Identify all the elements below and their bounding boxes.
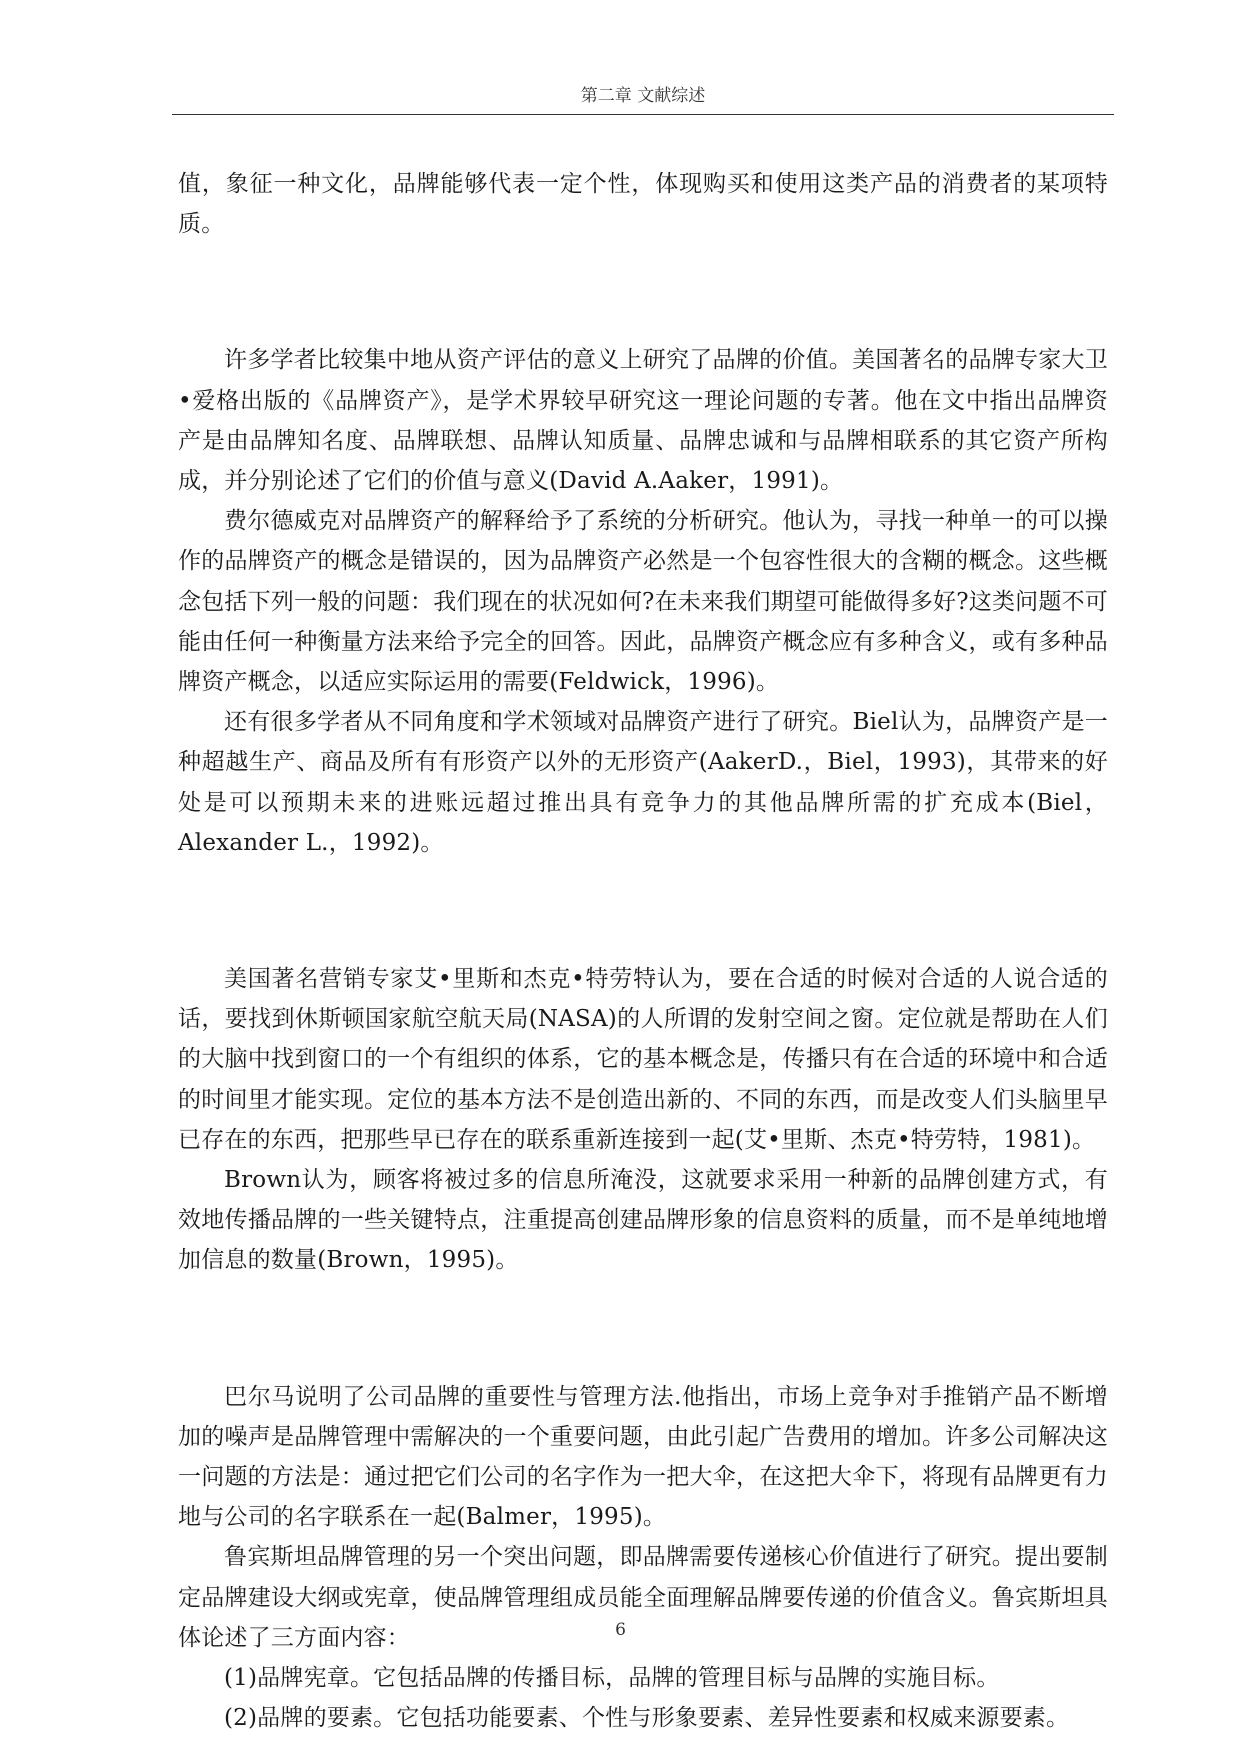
- list-item-charter: (1)品牌宪章。它包括品牌的传播目标，品牌的管理目标与品牌的实施目标。: [224, 1665, 1000, 1692]
- paragraph-aaker: 许多学者比较集中地从资产评估的意义上研究了品牌的价值。美国著名的品牌专家大卫•爱格出版的《品牌资产》，是学术界较早研究这一理论问题的专著。他在文中指出品牌资产是由品牌知名度、品牌联想、品牌认知质量、品牌忠诚和与品牌相联系的其它资产所构成，并分别论述了它们的价值与意义(David A.Aaker，1991)。: [178, 347, 1108, 495]
- list-item-elements: (2)品牌的要素。它包括功能要素、个性与形象要素、差异性要素和权威来源要素。: [224, 1705, 1070, 1732]
- body-text: [178, 164, 1108, 1739]
- section-gap: [178, 1281, 1108, 1377]
- paragraph-rubinstein: 鲁宾斯坦品牌管理的另一个突出问题，即品牌需要传递核心价值进行了研究。提出要制定品牌建设大纲或宪章，使品牌管理组成员能全面理解品牌要传递的价值含义。鲁宾斯坦具体论述了三方面内容：: [178, 1544, 1108, 1651]
- paragraph-balmer: 巴尔马说明了公司品牌的重要性与管理方法.他指出，市场上竞争对手推销产品不断增加的噪声是品牌管理中需解决的一个重要问题，由此引起广告费用的增加。许多公司解决这一问题的方法是：通过把它们公司的名字作为一把大伞，在这把大伞下，将现有品牌更有力地与公司的名字联系在一起(Balmer，1995)。: [178, 1383, 1108, 1531]
- header-rule: [172, 114, 1114, 115]
- section-gap: [178, 244, 1108, 340]
- paragraph-brown: Brown认为，顾客将被过多的信息所淹没，这就要求采用一种新的品牌创建方式，有效地传播品牌的一些关键特点，注重提高创建品牌形象的信息资料的质量，而不是单纯地增加信息的数量(Brown，1995)。: [178, 1167, 1108, 1274]
- running-header: 第二章 文献综述: [580, 86, 706, 106]
- paragraph-ries-trout: 美国著名营销专家艾•里斯和杰克•特劳特认为，要在合适的时候对合适的人说合适的话，要找到休斯顿国家航空航天局(NASA)的人所谓的发射空间之窗。定位就是帮助在人们的大脑中找到窗口的一个有组织的体系，它的基本概念是，传播只有在合适的环境中和合适的时间里才能实现。定位的基本方法不是创造出新的、不同的东西，而是改变人们头脑里早已存在的东西，把那些早已存在的联系重新连接到一起(艾•里斯、杰克•特劳特，1981)。: [178, 966, 1108, 1153]
- page-number: 6: [615, 1620, 626, 1640]
- section-gap: [178, 863, 1108, 959]
- paragraph-feldwick: 费尔德威克对品牌资产的解释给予了系统的分析研究。他认为，寻找一种单一的可以操作的品牌资产的概念是错误的，因为品牌资产必然是一个包容性很大的含糊的概念。这些概念包括下列一般的问题：我们现在的状况如何?在未来我们期望可能做得多好?这类问题不可能由任何一种衡量方法来给予完全的回答。因此，品牌资产概念应有多种含义，或有多种品牌资产概念，以适应实际运用的需要(Feldwick，1996)。: [178, 508, 1108, 696]
- paragraph-continuation: 值，象征一种文化，品牌能够代表一定个性，体现购买和使用这类产品的消费者的某项特质。: [178, 171, 1108, 238]
- paragraph-biel: 还有很多学者从不同角度和学术领域对品牌资产进行了研究。Biel认为，品牌资产是一种超越生产、商品及所有有形资产以外的无形资产(AakerD.，Biel，1993)，其带来的好处是可以预期未来的进账远超过推出具有竞争力的其他品牌所需的扩充成本(Biel，Alexander L.，1992)。: [178, 709, 1108, 856]
